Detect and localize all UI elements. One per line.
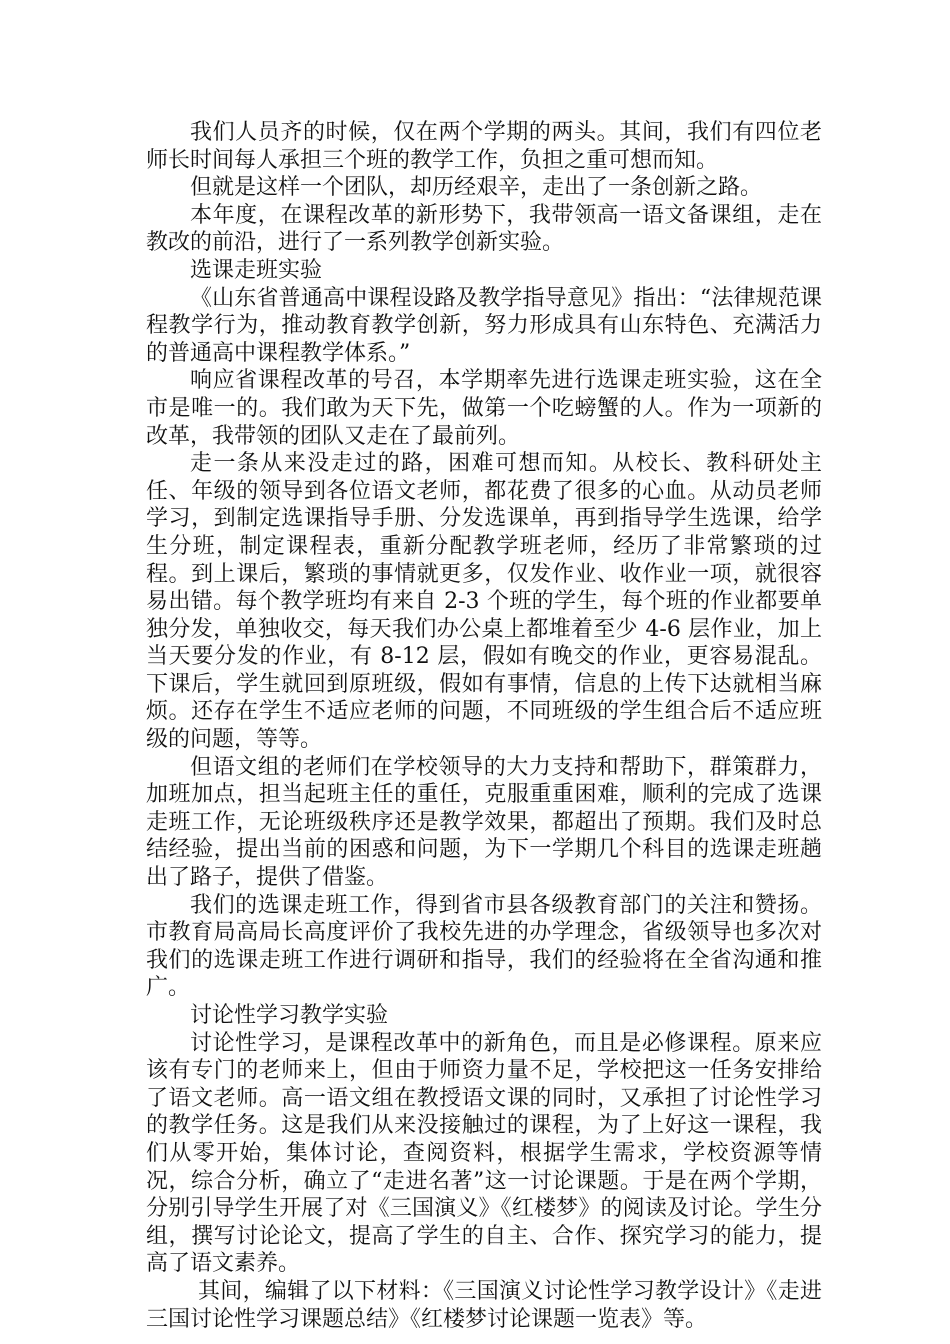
document-body bbox=[146, 119, 822, 1333]
paragraph-7: 但语文组的老师们在学校领导的大力支持和帮助下，群策群力，加班加点，担当起班主任的重任，克服重重困难，顺利的完成了选课走班工作，无论班级秩序还是教学效果，都超出了预期。我们及时总结经验，提出当前的困惑和问题，为下一学期几个科目的选课走班趟出了路子，提供了借鉴。 bbox=[146, 754, 822, 891]
paragraph-10: 其间，编辑了以下材料：《三国演义讨论性学习教学设计》《走进三国讨论性学习课题总结》《红楼梦讨论课题一览表》等。 bbox=[146, 1278, 822, 1332]
paragraph-1: 我们人员齐的时候，仅在两个学期的两头。其间，我们有四位老师长时间每人承担三个班的教学工作，负担之重可想而知。 bbox=[146, 120, 822, 173]
paragraph-3: 本年度，在课程改革的新形势下，我带领高一语文备课组，走在教改的前沿，进行了一系列教学创新实验。 bbox=[146, 202, 822, 256]
paragraph-9: 讨论性学习，是课程改革中的新角色，而且是必修课程。原来应该有专门的老师来上，但由于师资力量不足，学校把这一任务安排给了语文老师。高一语文组在教授语文课的同时，又承担了讨论性学习的教学任务。这是我们从来没接触过的课程，为了上好这一课程，我们从零开始，集体讨论，查阅资料，根据学生需求，学校资源等情况，综合分析，确立了“走进名著”这一讨论课题。于是在两个学期，分别引导学生开展了对《三国演义》《红楼梦》的阅读及讨论。学生分组，撰写讨论论文，提高了学生的自主、合作、探究学习的能力，提高了语文素养。 bbox=[146, 1030, 822, 1277]
section-heading-course-selection: 选课走班实验 bbox=[190, 257, 323, 283]
paragraph-4: 《山东省普通高中课程设路及教学指导意见》指出：“法律规范课程教学行为，推动教育教学创新，努力形成具有山东特色、充满活力的普通高中课程教学体系。” bbox=[146, 285, 822, 366]
paragraph-6: 走一条从来没走过的路，困难可想而知。从校长、教科研处主任、年级的领导到各位语文老师，都花费了很多的心血。从动员老师学习，到制定选课指导手册、分发选课单，再到指导学生选课，给学生分班，制定课程表，重新分配教学班老师，经历了非常繁琐的过程。到上课后，繁琐的事情就更多，仅发作业、收作业一项，就很容易出错。每个教学班均有来自 2-3 个班的学生，每个班的作业都要单独分发，单独收交，每天我们办公桌上都堆着至少 4-6 层作业，加上当天要分发的作业，有 8-12 层，假如有晚交的作业，更容易混乱。下课后，学生就回到原班级，假如有事情，信息的上传下达就相当麻烦。还存在学生不适应老师的问题，不同班级的学生组合后不适应班级的问题，等等。 bbox=[146, 451, 822, 753]
section-heading-discussion-learning: 讨论性学习教学实验 bbox=[190, 1003, 389, 1028]
paragraph-5: 响应省课程改革的号召，本学期率先进行选课走班实验，这在全市是唯一的。我们敢为天下先，做第一个吃螃蟹的人。作为一项新的改革，我带领的团队又走在了最前列。 bbox=[146, 368, 822, 449]
paragraph-8: 我们的选课走班工作，得到省市县各级教育部门的关注和赞扬。市教育局高局长高度评价了我校先进的办学理念，省级领导也多次对我们的选课走班工作进行调研和指导，我们的经验将在全省沟通和推广。 bbox=[146, 892, 822, 1001]
paragraph-2: 但就是这样一个团队，却历经艰辛，走出了一条创新之路。 bbox=[190, 175, 763, 201]
